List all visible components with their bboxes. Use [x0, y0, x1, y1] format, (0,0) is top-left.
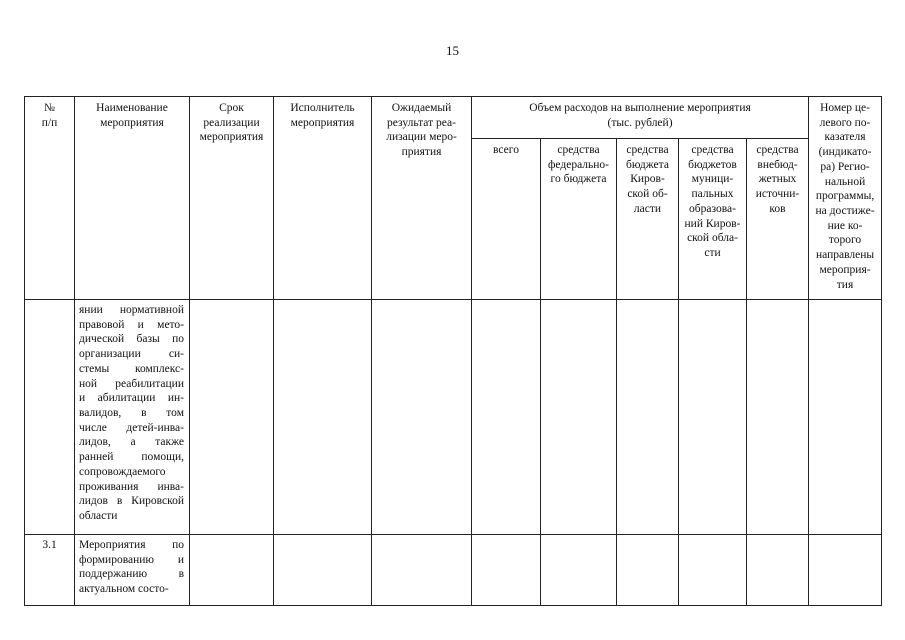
row-term: [190, 300, 274, 535]
row-regional: [617, 300, 679, 535]
header-expenses-group-text: [475, 101, 805, 130]
row-result: [372, 300, 472, 535]
text-line: мероприятия: [100, 116, 164, 129]
text-line: казателя: [824, 131, 866, 144]
text-line: средства: [756, 144, 799, 156]
header-term-text: [193, 101, 270, 145]
text-line: и абилитации ин-: [79, 392, 184, 405]
row-federal: [541, 535, 617, 606]
header-municipal-text: [682, 143, 743, 261]
text-line: янии нормативной: [79, 304, 184, 316]
text-line: средства: [691, 144, 734, 156]
text-line: нальной: [824, 175, 866, 188]
row-indicator: [809, 300, 882, 535]
text-line: Номер це-: [820, 102, 870, 114]
text-line: внебюд-: [757, 158, 798, 171]
text-line: (тыс. рублей): [607, 116, 673, 129]
header-name: [75, 97, 190, 300]
text-line: сопровождаемого: [79, 465, 166, 478]
text-line: ний Киров-: [684, 217, 741, 230]
header-municipal: [679, 139, 747, 300]
text-line: проживания инва-: [79, 480, 184, 493]
text-line: Срок: [219, 102, 244, 114]
header-executor: [274, 97, 372, 300]
header-indicator: [809, 97, 882, 300]
row-extrabudget: [747, 300, 809, 535]
row-municipal: [679, 300, 747, 535]
text-line: торого: [828, 234, 862, 247]
header-num-text: [28, 101, 71, 130]
text-line: ской обла-: [687, 232, 738, 245]
header-executor-text: [277, 101, 368, 130]
text-line: федерально-: [547, 158, 610, 171]
header-regional-text: [620, 143, 675, 217]
text-line: сти: [704, 247, 721, 260]
row-name-text: [79, 538, 184, 597]
text-line: числе детей-инва-: [79, 421, 184, 434]
row-term: [190, 535, 274, 606]
text-line: лизации меро-: [386, 131, 457, 144]
row-federal: [541, 300, 617, 535]
text-line: Киров-: [630, 173, 665, 186]
text-line: средства: [557, 144, 600, 156]
text-line: правовой и мето-: [79, 318, 184, 331]
row-result: [372, 535, 472, 606]
text-line: тия: [836, 278, 854, 291]
text-line: пальных: [691, 188, 734, 201]
text-line: лидов в Кировской: [79, 495, 184, 508]
header-extrabudget-text: [750, 143, 805, 217]
table-row: [25, 300, 882, 535]
row-executor: [274, 300, 372, 535]
text-line: №: [44, 102, 55, 114]
text-line: приятия: [401, 146, 442, 159]
row-municipal: [679, 535, 747, 606]
text-line: области: [79, 510, 118, 523]
text-line: направлены: [815, 249, 875, 262]
header-num: [25, 97, 75, 300]
row-regional: [617, 535, 679, 606]
header-federal: [541, 139, 617, 300]
row-num: [25, 300, 75, 535]
table-row: [25, 535, 882, 606]
text-line: Исполнитель: [290, 102, 355, 114]
text-line: стемы комплекс-: [79, 362, 184, 375]
text-line: муници-: [691, 173, 734, 186]
text-line: мероприятия: [290, 116, 355, 129]
text-line: ра) Регио-: [820, 160, 870, 173]
activities-table: [24, 96, 882, 606]
row-total: [472, 300, 541, 535]
row-name: [75, 535, 190, 606]
header-regional: [617, 139, 679, 300]
header-result: [372, 97, 472, 300]
text-line: ской об-: [627, 188, 668, 201]
text-line: мероприятия: [199, 131, 264, 144]
text-line: ласти: [633, 202, 662, 215]
text-line: поддержанию в: [79, 568, 184, 581]
header-term: [190, 97, 274, 300]
text-line: (индикато-: [818, 146, 872, 159]
row-extrabudget: [747, 535, 809, 606]
row-num: 3.1: [25, 535, 75, 606]
header-name-text: [78, 101, 186, 130]
text-line: Объем расходов на выполнение мероприятия: [529, 102, 751, 114]
text-line: бюджетов: [688, 158, 737, 171]
row-name: [75, 300, 190, 535]
text-line: лидов, а также: [79, 436, 184, 449]
text-line: реализации: [203, 116, 260, 129]
row-indicator: [809, 535, 882, 606]
row-total: [472, 535, 541, 606]
text-line: Ожидаемый: [391, 102, 452, 114]
header-total-text: [475, 143, 537, 158]
text-line: Мероприятия по: [79, 539, 184, 551]
header-federal-text: [544, 143, 613, 187]
text-line: средства: [626, 144, 669, 156]
text-line: актуальном состо-: [79, 583, 169, 596]
text-line: левого по-: [819, 116, 871, 129]
row-name-text: [79, 303, 184, 524]
text-line: формированию и: [79, 553, 184, 566]
text-line: программы,: [815, 190, 875, 203]
text-line: ранней помощи,: [79, 451, 184, 464]
text-line: бюджета: [626, 158, 669, 171]
page-number: 15: [446, 43, 459, 58]
text-line: ной реабилитации: [79, 377, 184, 390]
header-total: [472, 139, 541, 300]
header-row-1: [25, 97, 882, 139]
text-line: мероприя-: [819, 263, 871, 276]
text-line: п/п: [41, 116, 58, 129]
text-line: источни-: [755, 188, 800, 201]
text-line: всего: [493, 144, 519, 156]
text-line: дической базы по: [79, 333, 184, 346]
text-line: ние ко-: [827, 219, 863, 232]
text-line: ков: [769, 202, 786, 215]
text-line: жетных: [758, 173, 797, 186]
header-expenses-group: [472, 97, 809, 139]
text-line: Наименование: [96, 102, 168, 114]
text-line: на достиже-: [815, 205, 875, 218]
header-result-text: [375, 101, 468, 160]
text-line: результат реа-: [387, 116, 456, 129]
text-line: го бюджета: [550, 173, 607, 186]
text-line: валидов, в том: [79, 407, 184, 420]
header-extrabudget: [747, 139, 809, 300]
text-line: образова-: [689, 202, 736, 215]
header-indicator-text: [812, 101, 878, 292]
text-line: организации си-: [79, 348, 184, 361]
row-executor: [274, 535, 372, 606]
